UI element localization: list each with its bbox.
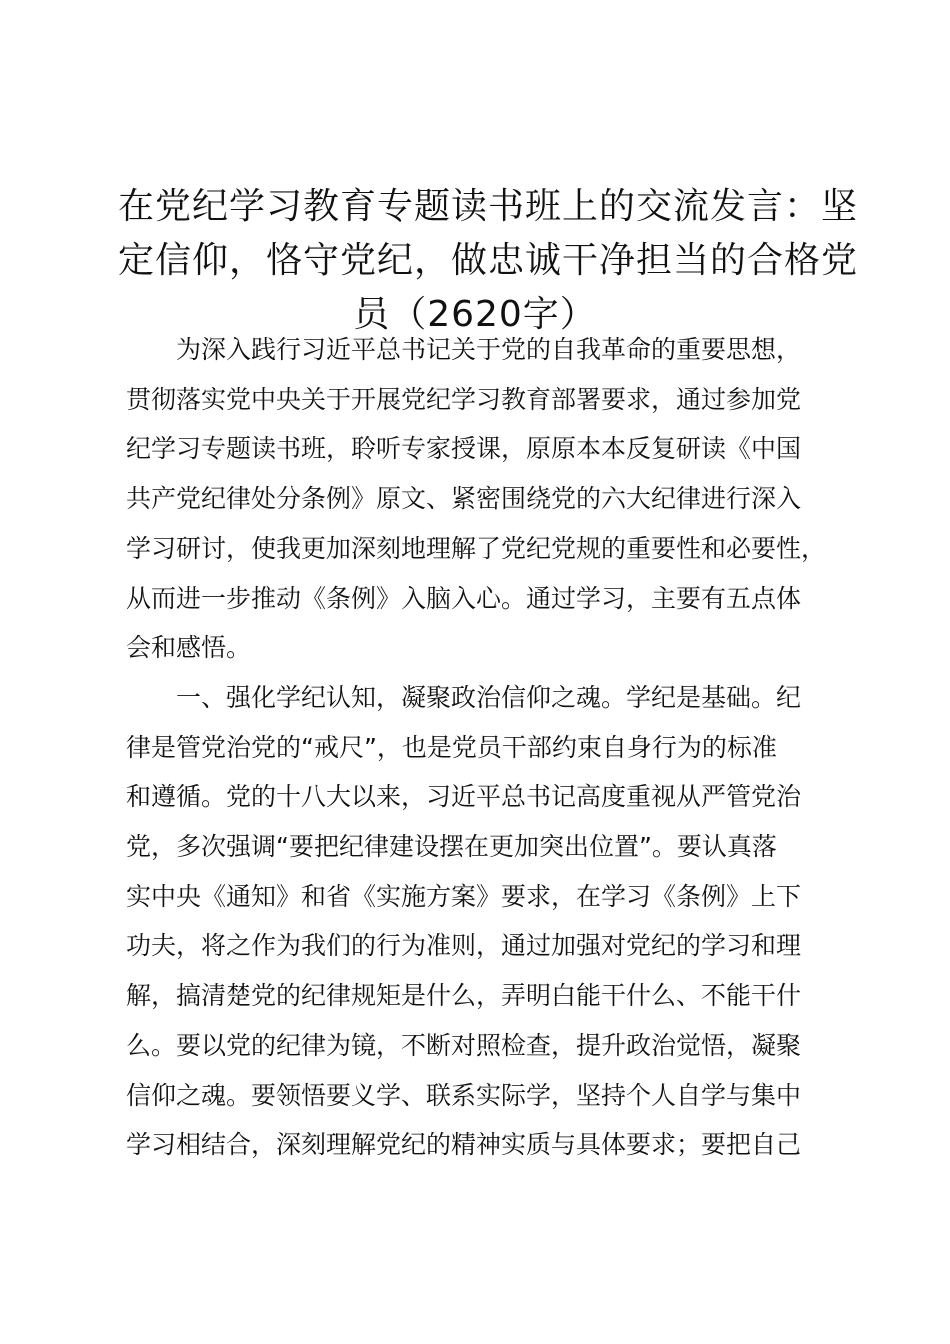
text-line: 纪学习专题读书班，聆听专家授课，原原本本反复研读《中国 — [126, 434, 802, 464]
text-line: 律是管党治党的“戒尺”，也是党员干部约束自身行为的标准 — [126, 732, 777, 762]
title-line: 定信仰，恪守党纪，做忠诚干净担当的合格党 — [118, 240, 859, 281]
text-line: 会和感悟。 — [126, 633, 252, 663]
document-title — [118, 180, 859, 342]
document-body — [126, 325, 856, 1170]
text-line: 信仰之魂。要领悟要义学、联系实际学，坚持个人自学与集中 — [126, 1080, 802, 1110]
text-line: 解，搞清楚党的纪律规矩是什么，弄明白能干什么、不能干什 — [126, 981, 802, 1011]
text-line: 从而进一步推动《条例》入脑入心。通过学习，主要有五点体 — [126, 583, 802, 613]
title-line: 员（2620字） — [353, 294, 597, 335]
title-line: 在党纪学习教育专题读书班上的交流发言：坚 — [118, 186, 859, 227]
text-line: 和遵循。党的十八大以来，习近平总书记高度重视从严管党治 — [126, 782, 802, 812]
text-line: 功夫，将之作为我们的行为准则，通过加强对党纪的学习和理 — [126, 931, 802, 961]
text-line: 党，多次强调“要把纪律建设摆在更加突出位置”。要认真落 — [126, 832, 777, 862]
text-line: 一、强化学纪认知，凝聚政治信仰之魂。学纪是基础。纪 — [176, 682, 802, 712]
text-line: 为深入践行习近平总书记关于党的自我革命的重要思想， — [176, 335, 802, 364]
text-line: 实中央《通知》和省《实施方案》要求，在学习《条例》上下 — [126, 881, 802, 911]
text-line: 学习相结合，深刻理解党纪的精神实质与具体要求；要把自己 — [126, 1130, 802, 1160]
text-line: 共产党纪律处分条例》原文、紧密围绕党的六大纪律进行深入 — [126, 484, 802, 514]
text-line: 学习研讨，使我更加深刻地理解了党纪党规的重要性和必要性， — [126, 533, 827, 563]
text-line: 么。要以党的纪律为镜，不断对照检查，提升政治觉悟，凝聚 — [126, 1030, 802, 1060]
paragraph-section-one — [126, 673, 856, 1170]
text-line: 贯彻落实党中央关于开展党纪学习教育部署要求，通过参加党 — [126, 384, 802, 414]
paragraph-intro — [126, 325, 856, 673]
